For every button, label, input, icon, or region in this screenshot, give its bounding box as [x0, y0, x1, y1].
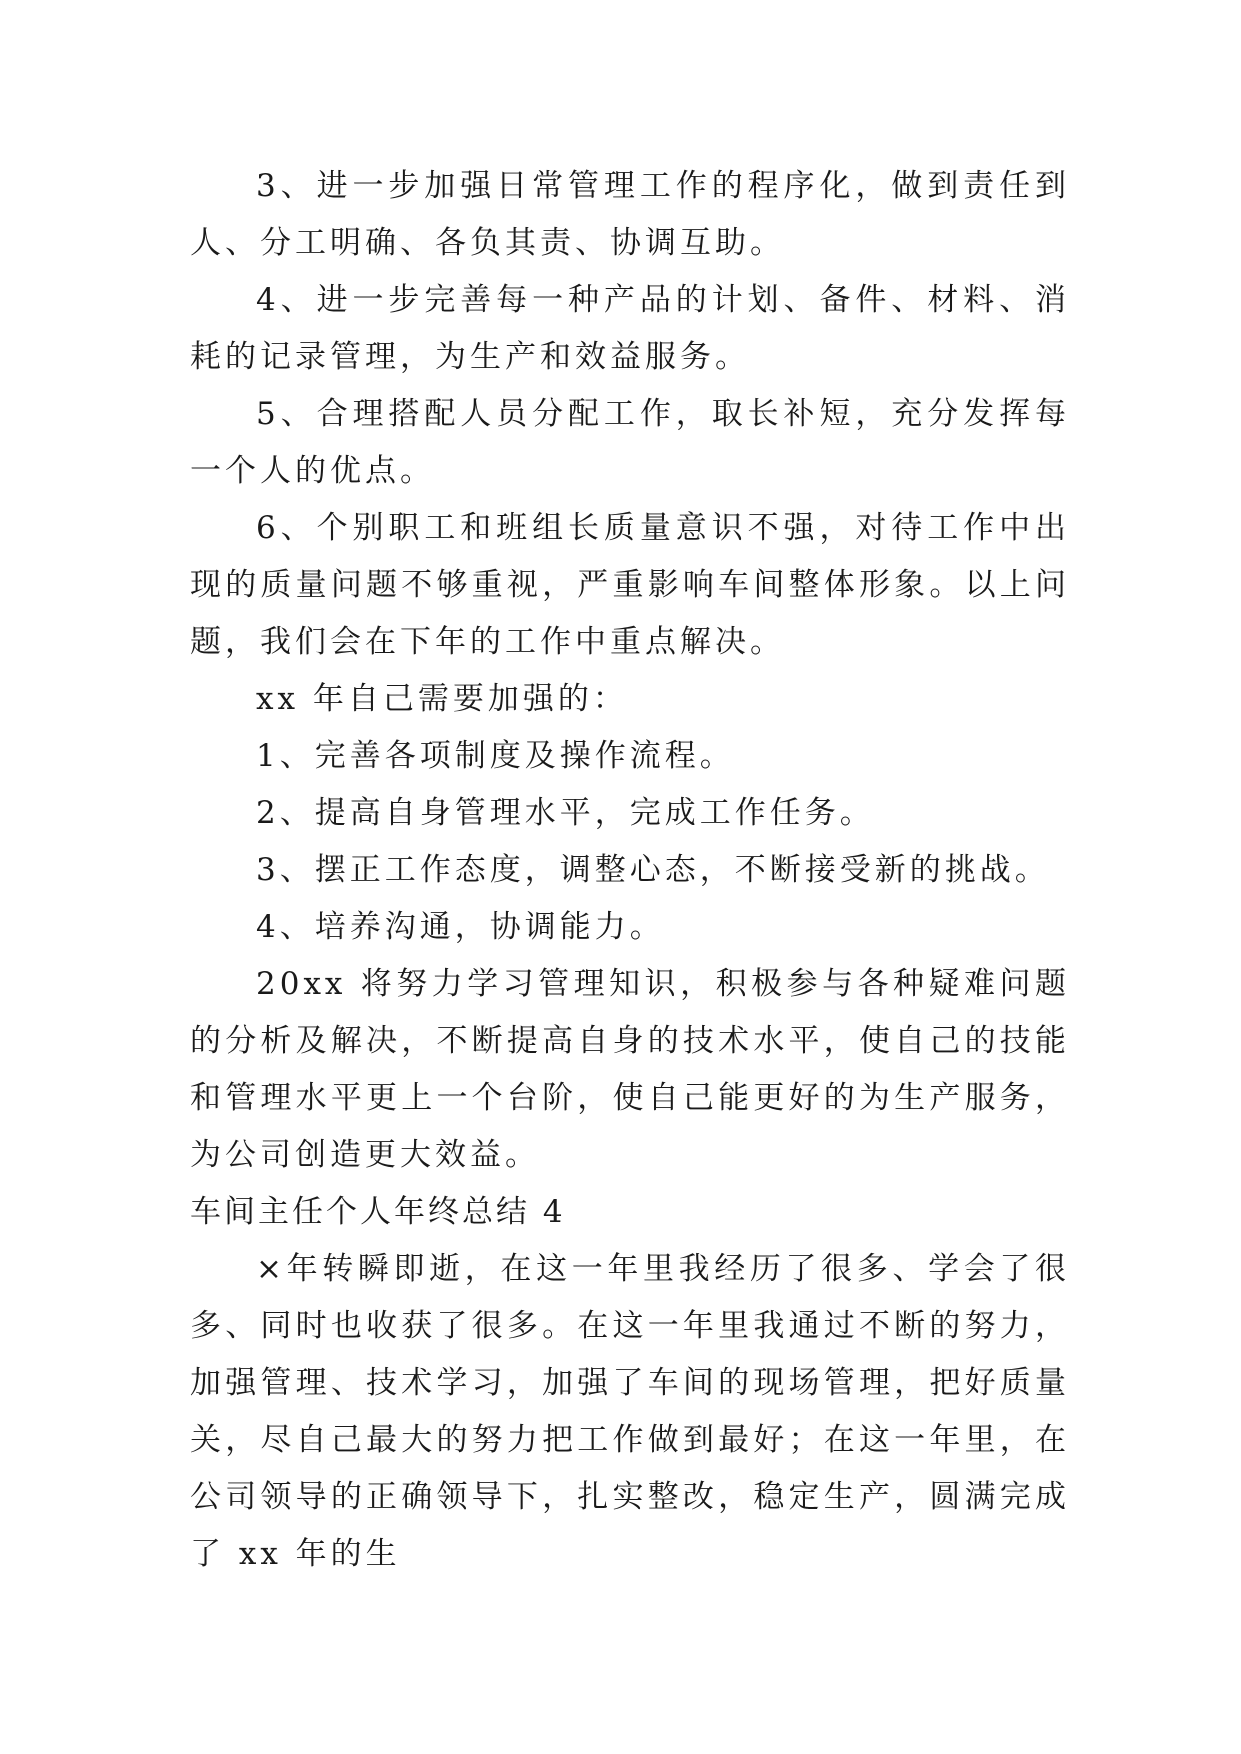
document-body: [190, 158, 1070, 1583]
paragraph-item-5: 5、合理搭配人员分配工作，取长补短，充分发挥每一个人的优点。: [190, 396, 1070, 489]
section-title: 车间主任个人年终总结 4: [190, 1194, 566, 1230]
list-item-1: 1、完善各项制度及操作流程。: [256, 738, 735, 774]
list-item-3: 3、摆正工作态度，调整心态，不断接受新的挑战。: [256, 852, 1050, 888]
paragraph-plan: 20xx 将努力学习管理知识，积极参与各种疑难问题的分析及解决，不断提高自身的技术水平，使自己的技能和管理水平更上一个台阶，使自己能更好的为生产服务，为公司创造更大效益。: [190, 966, 1070, 1173]
paragraph-item-4: 4、进一步完善每一种产品的计划、备件、材料、消耗的记录管理，为生产和效益服务。: [190, 282, 1070, 375]
paragraph-item-3: 3、进一步加强日常管理工作的程序化，做到责任到人、分工明确、各负其责、协调互助。: [190, 168, 1070, 261]
list-item-4: 4、培养沟通，协调能力。: [256, 909, 665, 945]
paragraph-item-6: 6、个别职工和班组长质量意识不强，对待工作中出现的质量问题不够重视，严重影响车间整体形象。以上问题，我们会在下年的工作中重点解决。: [190, 510, 1070, 660]
paragraph-subheading: xx 年自己需要加强的：: [256, 681, 628, 717]
paragraph-intro: ×年转瞬即逝，在这一年里我经历了很多、学会了很多、同时也收获了很多。在这一年里我通过不断的努力，加强管理、技术学习，加强了车间的现场管理，把好质量关，尽自己最大的努力把工作做到最好；在这一年里，在公司领导的正确领导下，扎实整改，稳定生产，圆满完成了 xx 年的生: [190, 1251, 1070, 1572]
list-item-2: 2、提高自身管理水平，完成工作任务。: [256, 795, 875, 831]
